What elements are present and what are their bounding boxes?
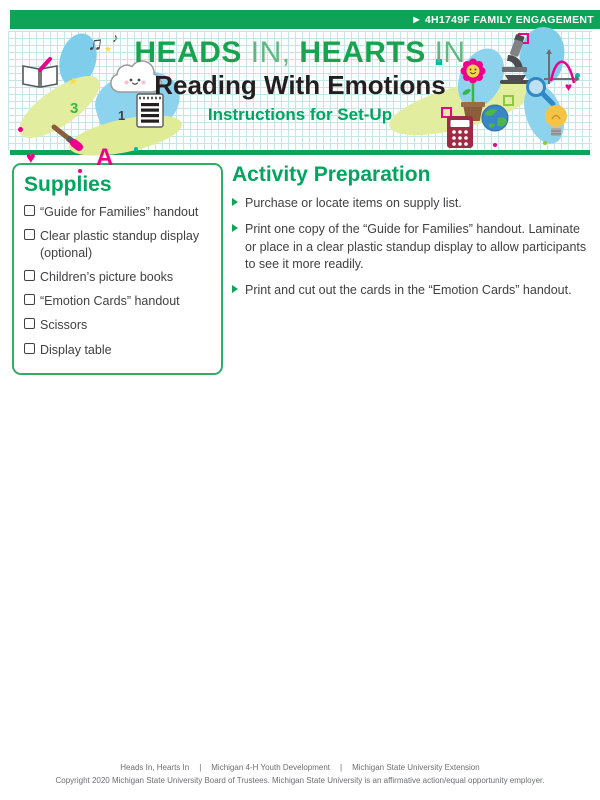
supplies-heading: Supplies [24,173,112,196]
title-hearts: HEARTS [299,36,426,69]
supply-list-item [24,228,211,261]
supply-list-item [24,342,211,358]
page-title [8,36,592,69]
supplies-box [12,163,223,375]
checkbox-icon [24,205,35,216]
supply-list-item [24,204,211,220]
supply-item-label: Scissors [40,318,88,333]
bullet-triangle-icon [232,198,238,206]
activity-item-text: Print and cut out the cards in the “Emotion Cards” handout. [245,283,572,298]
paintbrush-icon [50,121,86,157]
supply-item-label: Display table [40,342,112,357]
letter-a: A [96,144,114,171]
footer-separator: | [340,763,343,773]
publication-banner [10,10,600,29]
supply-item-label: Children’s picture books [40,269,174,284]
supply-list-item [24,269,211,285]
supply-item-label: “Guide for Families” handout [40,205,199,220]
pink-dot [18,127,23,132]
heart-icon: ♥ [26,150,36,167]
music-note-icon: ♪ [112,30,119,45]
activity-item-text: Print one copy of the “Guide for Families” handout. Laminate or place in a clear plastic standup display to allow participants to see it more readily. [245,222,587,271]
footer-credits [0,762,600,774]
checkbox-icon [24,270,35,281]
activity-preparation-heading: Activity Preparation [232,163,431,186]
number-three: 3 [70,100,79,117]
supply-item-label: “Emotion Cards” handout [40,294,180,309]
title-heads: HEADS [134,36,242,69]
bullet-triangle-icon [232,224,238,232]
bullet-triangle-icon [232,285,238,293]
supply-list-item [24,293,211,309]
heart-icon: ♥ [564,80,572,94]
page-subtitle: Reading With Emotions [154,70,446,100]
title-in2: IN [425,36,466,69]
checkbox-icon [24,294,35,305]
activity-preparation-section [232,163,590,299]
activity-list-item [232,221,590,273]
footer-org2: Michigan State University Extension [352,763,480,773]
footer-org1: Michigan 4-H Youth Development [211,763,331,773]
footer-separator: | [199,763,202,773]
supply-list-item [24,317,211,333]
footer-program: Heads In, Hearts In [120,763,190,773]
page-footer [0,762,600,787]
activity-list-item [232,195,590,212]
star-icon: ★ [104,44,113,54]
supplies-list [24,204,211,358]
header-hero [8,30,592,171]
checkbox-icon [24,229,35,240]
publication-banner-label: 4H1749F FAMILY ENGAGEMENT [424,13,594,26]
checkbox-icon [24,343,35,354]
arrow-icon: ▶ [413,14,420,24]
title-in1: IN, [241,36,300,69]
activity-item-text: Purchase or locate items on supply list. [245,196,462,211]
activity-list-item [232,282,590,299]
title-block [8,36,592,125]
footer-copyright: Copyright 2020 Michigan State University Board of Trustees. Michigan State University is an affirmative action/equal opportunity employer. [55,775,545,785]
teal-dot [134,147,138,151]
supply-item-label: Clear plastic standup display (optional) [40,229,200,260]
activity-preparation-list [232,195,590,299]
pink-dot [493,143,497,147]
pink-dot [78,169,82,173]
number-one: 1 [118,108,126,123]
checkbox-icon [24,318,35,329]
music-note-icon: ♫ [86,32,105,56]
star-icon: ★ [68,76,78,88]
page-tagline: Instructions for Set-Up [207,104,393,124]
